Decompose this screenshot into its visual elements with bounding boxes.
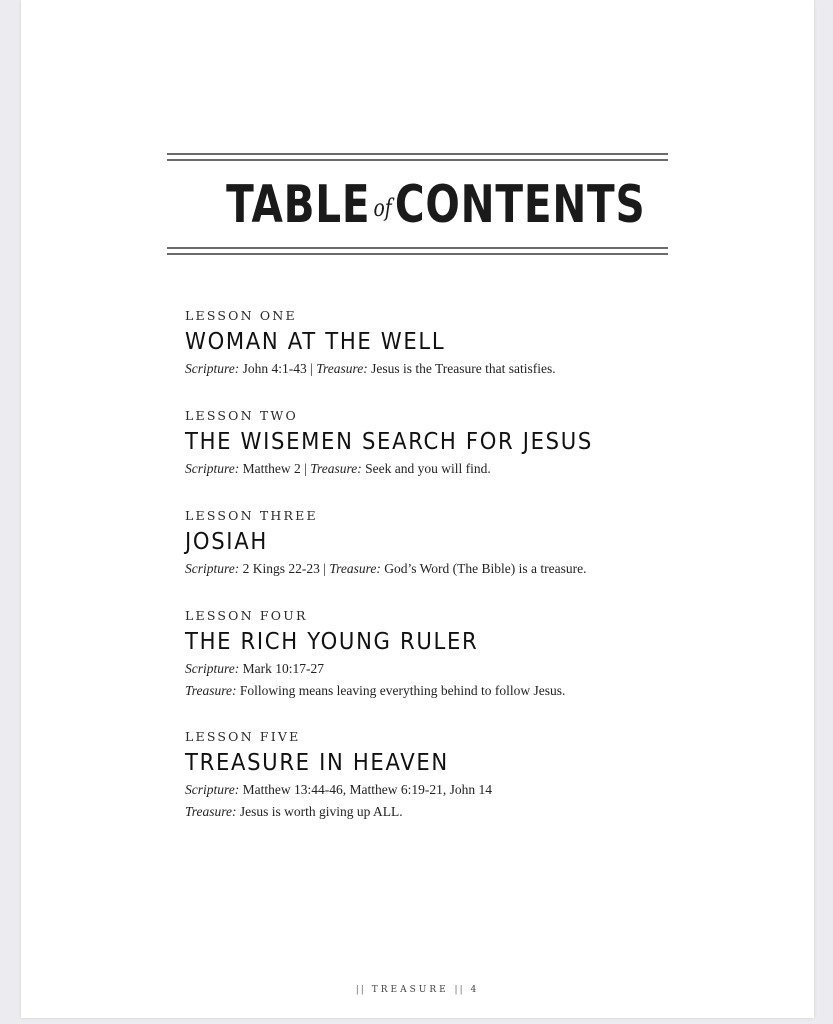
footer-separator-right: || bbox=[454, 985, 465, 995]
lesson-number: LESSON THREE bbox=[185, 508, 318, 523]
lesson-item-5 bbox=[185, 727, 745, 827]
title-part-table: TABLE bbox=[226, 175, 371, 235]
lesson-title: JOSIAH bbox=[185, 529, 268, 555]
lesson-title: TREASURE IN HEAVEN bbox=[185, 750, 449, 776]
toc-header bbox=[167, 153, 668, 255]
lesson-title: WOMAN AT THE WELL bbox=[185, 329, 446, 355]
treasure-text: Jesus is the Treasure that satisfies. bbox=[371, 361, 556, 376]
scripture-ref: Matthew 2 bbox=[242, 461, 301, 476]
treasure-label: Treasure: bbox=[329, 561, 381, 576]
separator: | bbox=[323, 561, 326, 576]
header-rule-top-2 bbox=[167, 159, 668, 161]
lesson-item-3 bbox=[185, 506, 745, 606]
scripture-label: Scripture: bbox=[185, 461, 240, 476]
lesson-number: LESSON FIVE bbox=[185, 729, 301, 744]
treasure-label: Treasure: bbox=[185, 804, 237, 819]
treasure-label: Treasure: bbox=[316, 361, 368, 376]
header-rule-top-1 bbox=[167, 153, 668, 155]
treasure-label: Treasure: bbox=[185, 683, 237, 698]
header-rule-bottom-1 bbox=[167, 247, 668, 249]
scripture-label: Scripture: bbox=[185, 782, 240, 797]
lesson-number: LESSON TWO bbox=[185, 408, 298, 423]
treasure-label: Treasure: bbox=[310, 461, 362, 476]
treasure-text: Following means leaving everything behind to follow Jesus. bbox=[239, 683, 566, 698]
lesson-title: THE WISEMEN SEARCH FOR JESUS bbox=[185, 429, 594, 455]
scripture-ref: Mark 10:17-27 bbox=[242, 661, 324, 676]
lesson-treasure-line bbox=[185, 680, 745, 702]
page-footer bbox=[21, 985, 814, 995]
treasure-text: Seek and you will find. bbox=[365, 461, 491, 476]
scripture-label: Scripture: bbox=[185, 661, 240, 676]
lesson-title: THE RICH YOUNG RULER bbox=[185, 629, 479, 655]
scripture-ref: Matthew 13:44-46, Matthew 6:19-21, John 14 bbox=[242, 782, 492, 797]
lesson-item-1 bbox=[185, 306, 745, 406]
lesson-number: LESSON ONE bbox=[185, 308, 297, 323]
header-rule-bottom-2 bbox=[167, 253, 668, 255]
lesson-list bbox=[185, 306, 745, 827]
scripture-ref: 2 Kings 22-23 bbox=[242, 561, 320, 576]
footer-book-title: TREASURE bbox=[371, 985, 449, 995]
treasure-text: Jesus is worth giving up ALL. bbox=[239, 804, 403, 819]
lesson-item-4 bbox=[185, 606, 745, 727]
document-page bbox=[21, 0, 814, 1018]
lesson-treasure-line bbox=[185, 801, 745, 823]
lesson-number: LESSON FOUR bbox=[185, 608, 308, 623]
title-part-contents: CONTENTS bbox=[394, 175, 646, 235]
lesson-details bbox=[185, 458, 745, 480]
lesson-details bbox=[185, 358, 745, 380]
scripture-ref: John 4:1-43 bbox=[242, 361, 307, 376]
separator: | bbox=[310, 361, 313, 376]
lesson-scripture-line bbox=[185, 779, 745, 801]
page-title bbox=[167, 175, 668, 238]
lesson-details bbox=[185, 558, 745, 580]
treasure-text: God’s Word (The Bible) is a treasure. bbox=[384, 561, 587, 576]
title-wrap bbox=[226, 175, 645, 238]
scripture-label: Scripture: bbox=[185, 361, 240, 376]
scripture-label: Scripture: bbox=[185, 561, 240, 576]
lesson-scripture-line bbox=[185, 658, 745, 680]
page-number: 4 bbox=[470, 985, 480, 995]
footer-separator-left: || bbox=[355, 985, 366, 995]
title-connector-of: of bbox=[373, 194, 392, 222]
separator: | bbox=[304, 461, 307, 476]
lesson-item-2 bbox=[185, 406, 745, 506]
